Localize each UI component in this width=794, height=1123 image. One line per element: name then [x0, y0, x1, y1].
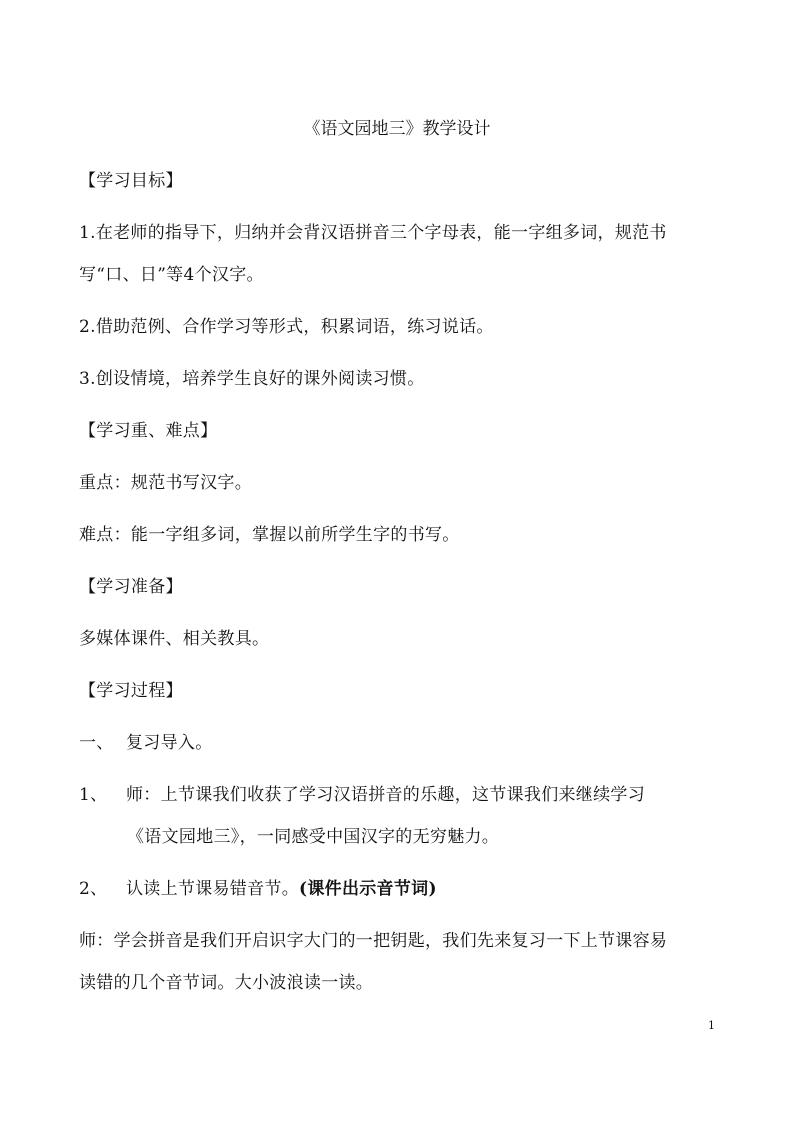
- objectives-heading: 【学习目标】: [79, 171, 183, 191]
- item-1-line-2: 《语文园地三》，一同感受中国汉字的无穷魅力。: [127, 827, 500, 847]
- teacher-line-2: 读错的几个音节词。大小波浪读一读。: [79, 973, 374, 993]
- step-1-number: 一、: [79, 733, 114, 753]
- objective-1-line-1: 1.在老师的指导下，归纳并会背汉语拼音三个字母表，能一字组多词，规范书: [79, 223, 667, 243]
- page-title: 《语文园地三》教学设计: [303, 119, 491, 139]
- step-1: [79, 732, 213, 754]
- page-number: 1: [708, 1019, 715, 1032]
- item-2-text: 认读上节课易错音节。: [126, 879, 299, 899]
- preparation-text: 多媒体课件、相关教具。: [79, 629, 270, 649]
- item-1-number: 1、: [79, 785, 108, 805]
- teacher-line-1: 师：学会拼音是我们开启识字大门的一把钥匙，我们先来复习一下上节课容易: [79, 931, 668, 951]
- process-heading: 【学习过程】: [79, 681, 183, 701]
- item-1-text: 师：上节课我们收获了学习汉语拼音的乐趣，这节课我们来继续学习: [126, 785, 645, 805]
- item-2-number: 2、: [79, 879, 108, 899]
- preparation-heading: 【学习准备】: [79, 577, 183, 597]
- step-1-text: 复习导入。: [126, 733, 213, 753]
- objective-3: 3.创设情境，培养学生良好的课外阅读习惯。: [79, 369, 425, 389]
- item-2: [79, 878, 437, 900]
- key-point: 重点：规范书写汉字。: [79, 473, 252, 493]
- difficult-point: 难点：能一字组多词，掌握以前所学生字的书写。: [79, 525, 460, 545]
- objective-2: 2.借助范例、合作学习等形式，积累词语，练习说话。: [79, 317, 494, 337]
- item-2-bold-note: (课件出示音节词): [299, 879, 437, 899]
- objective-1-line-2: 写“口、日”等4个汉字。: [79, 265, 264, 285]
- item-1-line-1: [79, 784, 645, 806]
- key-points-heading: 【学习重、难点】: [79, 421, 218, 441]
